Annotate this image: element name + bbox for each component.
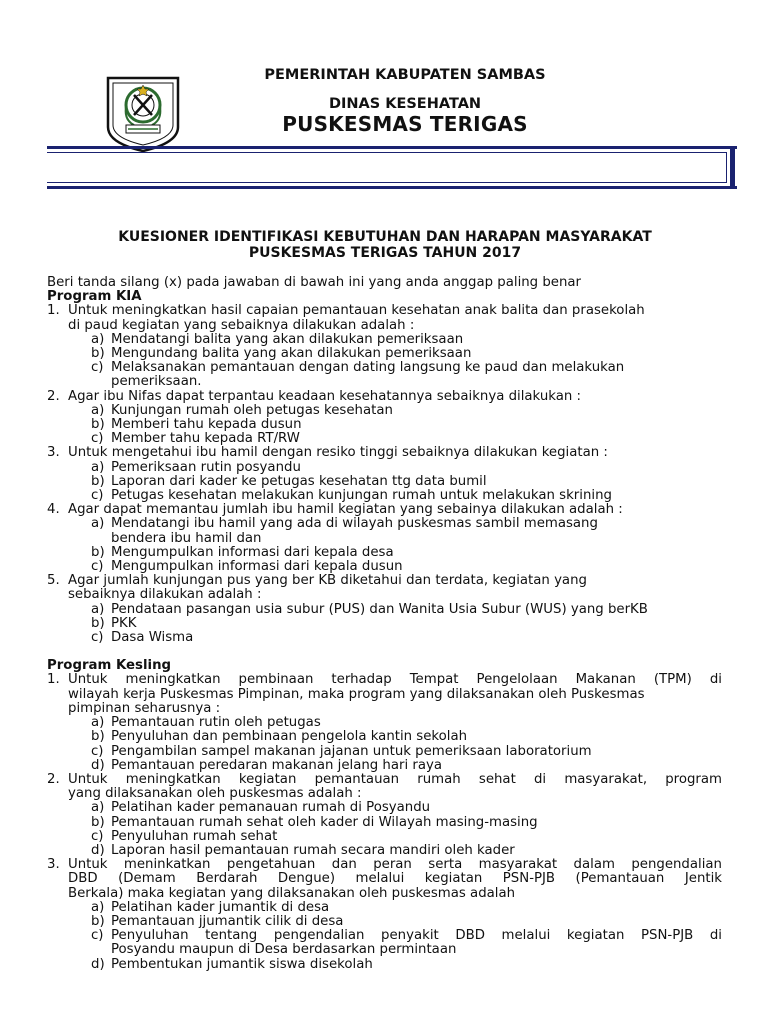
option-kia-2-a[interactable]: a) Kunjungan rumah oleh petugas kesehatan [91,402,393,418]
option-kia-4-b[interactable]: b) Mengumpulkan informasi dari kepala desa [91,544,394,560]
header-border-right [730,146,735,189]
header-border-inner-right [726,152,727,183]
header-border-inner-top [47,152,727,153]
option-kia-1-b[interactable]: b) Mengundang balita yang akan dilakukan pemeriksaan [91,346,472,362]
option-kia-1-a[interactable]: a) Mendatangi balita yang akan dilakukan pemeriksaan [91,331,464,347]
option-kesling-1-b[interactable]: b) Penyuluhan dan pembinaan pengelola kantin sekolah [91,729,468,745]
question-kesling-3-cont: DBD (Demam Berdarah Dengue) melalui kegiatan PSN-PJB (Pemantauan Jentik [68,871,722,887]
option-kia-3-a[interactable]: a) Pemeriksaan rutin posyandu [91,459,301,475]
question-kia-5: 5. Agar jumlah kunjungan pus yang ber KB diketahui dan terdata, kegiatan yang [47,573,587,589]
question-kesling-3: 3. Untuk meninkatkan pengetahuan dan peran serta masyarakat dalam pengendalian [47,857,722,873]
option-kia-4-a-cont: bendera ibu hamil dan [111,530,262,546]
question-kia-1-cont: di paud kegiatan yang sebaiknya dilakukan adalah : [68,317,415,333]
option-kia-2-b[interactable]: b) Memberi tahu kepada dusun [91,417,302,433]
option-kesling-2-c[interactable]: c) Penyuluhan rumah sehat [91,828,278,844]
option-kesling-1-c[interactable]: c) Pengambilan sampel makanan jajanan untuk pemeriksaan laboratorium [91,743,592,759]
question-kesling-1: 1. Untuk meningkatkan pembinaan terhadap Tempat Pengelolaan Makanan (TPM) di [47,672,722,688]
header-puskesmas-name: PUSKESMAS TERIGAS [282,112,528,136]
option-kia-4-a[interactable]: a) Mendatangi ibu hamil yang ada di wilayah puskesmas sambil memasang [91,516,598,532]
questionnaire-body [47,276,722,972]
option-kia-4-c[interactable]: c) Mengumpulkan informasi dari kepala dusun [91,559,403,575]
instruction-text: Beri tanda silang (x) pada jawaban di bawah ini yang anda anggap paling benar [47,275,582,290]
option-kia-3-c[interactable]: c) Petugas kesehatan melakukan kunjungan rumah untuk melakukan skrining [91,488,612,504]
option-kesling-2-a[interactable]: a) Pelatihan kader pemanauan rumah di Posyandu [91,800,431,816]
header-border-bottom [47,186,737,189]
option-kia-5-a[interactable]: a) Pendataan pasangan usia subur (PUS) dan Wanita Usia Subur (WUS) yang berKB [91,601,648,617]
question-kesling-1-cont2: pimpinan seharusnya : [68,700,221,716]
option-kia-1-c[interactable]: c) Melaksanakan pemantauan dengan dating langsung ke paud dan melakukan [91,360,625,376]
question-kia-1: 1. Untuk meningkatkan hasil capaian pemantauan kesehatan anak balita dan prasekolah [47,303,645,319]
regency-emblem-logo [104,75,182,153]
question-kia-2: 2. Agar ibu Nifas dapat terpantau keadaan kesehatannya sebaiknya dilakukan : [47,388,582,404]
option-kesling-2-b[interactable]: b) Pemantauan rumah sehat oleh kader di Wilayah masing-masing [91,814,538,830]
question-kesling-3-cont2: Berkala) maka kegiatan yang dilaksanakan oleh puskesmas adalah [68,885,516,901]
option-kia-3-b[interactable]: b) Laporan dari kader ke petugas kesehatan ttg data bumil [91,473,487,489]
option-kesling-3-c[interactable]: c) Penyuluhan tentang pengendalian penyakit DBD melalui kegiatan PSN-PJB di [91,928,722,944]
option-kesling-3-a[interactable]: a) Pelatihan kader jumantik di desa [91,899,330,915]
header-department-name: DINAS KESEHATAN [328,96,482,112]
question-kesling-2-cont: yang dilaksanakan oleh puskesmas adalah : [68,786,362,802]
option-kesling-1-a[interactable]: a) Pemantauan rutin oleh petugas [91,715,321,731]
option-kia-5-c[interactable]: c) Dasa Wisma [91,630,194,646]
question-kesling-2: 2. Untuk meningkatkan kegiatan pemantauan rumah sehat di masyarakat, program [47,771,722,787]
option-kesling-3-c-cont: Posyandu maupun di Desa berdasarkan permintaan [111,942,457,958]
option-kia-2-c[interactable]: c) Member tahu kepada RT/RW [91,431,300,447]
question-kia-4: 4. Agar dapat memantau jumlah ibu hamil kegiatan yang sebainya dilakukan adalah : [47,502,623,518]
question-kia-5-cont: sebaiknya dilakukan adalah : [68,587,262,603]
header-border-top [47,146,737,149]
questionnaire-title: KUESIONER IDENTIFIKASI KEBUTUHAN DAN HARAPAN MASYARAKAT [118,229,652,245]
option-kesling-3-d[interactable]: d) Pembentukan jumantik siswa disekolah [91,956,373,972]
section-heading-kia: Program KIA [47,289,142,305]
header-government-name: PEMERINTAH KABUPATEN SAMBAS [264,67,546,83]
option-kesling-2-d[interactable]: d) Laporan hasil pemantauan rumah secara mandiri oleh kader [91,842,515,858]
option-kesling-1-d[interactable]: d) Pemantauan peredaran makanan jelang hari raya [91,757,443,773]
option-kia-5-b[interactable]: b) PKK [91,615,137,631]
header-border-inner-bottom [47,182,727,183]
questionnaire-subtitle: PUSKESMAS TERIGAS TAHUN 2017 [248,245,522,261]
option-kia-1-c-cont: pemeriksaan. [111,374,202,390]
question-kia-3: 3. Untuk mengetahui ibu hamil dengan resiko tinggi sebaiknya dilakukan kegiatan : [47,445,608,461]
question-kesling-1-cont: wilayah kerja Puskesmas Pimpinan, maka program yang dilaksanakan oleh Puskesmas [68,686,645,702]
section-heading-kesling: Program Kesling [47,658,172,674]
option-kesling-3-b[interactable]: b) Pemantauan jjumantik cilik di desa [91,913,344,929]
